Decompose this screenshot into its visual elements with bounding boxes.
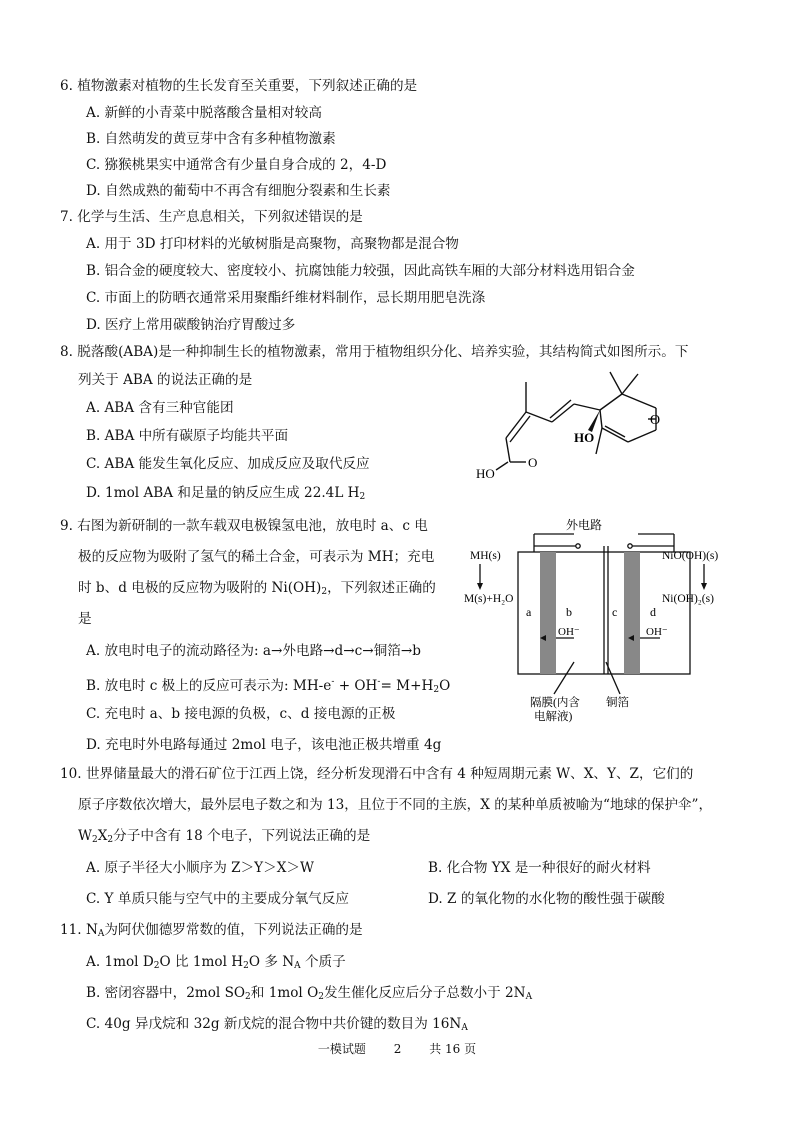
q9-option-a: A. 放电时电子的流动路径为: a→外电路→d→c→铜箔→b (86, 643, 421, 659)
q6-option-a: A. 新鲜的小青菜中脱落酸含量相对较高 (86, 105, 322, 121)
hydroxyl-label: HO (574, 430, 595, 445)
acid-oxygen-label: O (528, 455, 538, 470)
q6-option-d: D. 自然成熟的葡萄中不再含有细胞分裂素和生长素 (86, 183, 391, 199)
page-total: 共 16 页 (429, 1042, 477, 1056)
electrode-d-label: d (650, 605, 656, 619)
page-number: 2 (393, 1042, 402, 1056)
nio-oh-label: NiO(OH)(s) (662, 550, 719, 562)
q10-stem-line2: 原子序数依次增大，最外层电子数之和为 13，且位于不同的主族，X 的某种单质被喻为“地球的保护伞”， (78, 797, 713, 813)
page-footer (0, 1040, 794, 1057)
q7-stem: 7. 化学与生活、生产息息相关，下列叙述错误的是 (60, 209, 363, 225)
q7-option-c: C. 市面上的防晒衣通常采用聚酯纤维材料制作，忌长期用肥皂洗涤 (86, 290, 486, 306)
external-circuit-label: 外电路 (566, 518, 603, 532)
q8-stem-line2: 列关于 ABA 的说法正确的是 (78, 372, 253, 388)
q9-stem-line4: 是 (78, 611, 92, 627)
electrode-a-label: a (526, 605, 532, 619)
q8-option-b: B. ABA 中所有碳原子均能共平面 (86, 428, 289, 444)
q9-option-c: C. 充电时 a、b 接电源的负极，c、d 接电源的正极 (86, 706, 396, 722)
q8-option-a: A. ABA 含有三种官能团 (86, 400, 234, 416)
q7-option-b: B. 铝合金的硬度较大、密度较小、抗腐蚀能力较强，因此高铁车厢的大部分材料选用铝合金 (86, 263, 635, 279)
electrode-c-label: c (612, 605, 618, 619)
q10-option-b: B. 化合物 YX 是一种很好的耐火材料 (428, 860, 651, 876)
q8-option-c: C. ABA 能发生氧化反应、加成反应及取代反应 (86, 456, 370, 472)
q10-option-a: A. 原子半径大小顺序为 Z＞Y＞X＞W (86, 860, 314, 876)
q7-option-a: A. 用于 3D 打印材料的光敏树脂是高聚物，高聚物都是混合物 (86, 236, 459, 252)
electrode-b-strip (540, 552, 556, 674)
battery-diagram (464, 512, 740, 732)
exam-name: 一模试题 (317, 1042, 366, 1056)
q9-stem-line1: 9. 右图为新研制的一款车载双电极镍氢电池，放电时 a、c 电 (60, 518, 428, 534)
separator-label-line1: 隔膜(内含 (530, 697, 580, 709)
ni-oh2-label: Ni(OH)₂(s) (662, 593, 714, 605)
separator-label-line2: 电解液) (534, 711, 573, 723)
q11-stem: 11. $N_A$为阿伏伽德罗常数的值，下列说法正确的是 (60, 922, 363, 939)
q6-option-c: C. 猕猴桃果实中通常含有少量自身合成的 2，4-D (86, 157, 387, 173)
q9-stem-line3: 时 b、d 电极的反应物为吸附的 $Ni(OH)_2$，下列叙述正确的 (78, 580, 436, 597)
q11-option-c: C. 40g 异戊烷和 32g 新戊烷的混合物中共价键的数目为 $16N_A$ (86, 1016, 468, 1033)
copper-foil-label: 铜箔 (606, 697, 629, 709)
hydroxide-label-left: OH⁻ (558, 626, 580, 638)
q7-option-d: D. 医疗上常用碳酸钠治疗胃酸过多 (86, 317, 296, 333)
electrode-d-strip (624, 552, 640, 674)
q10-option-d: D. Z 的氧化物的水化物的酸性强于碳酸 (428, 891, 665, 907)
q6-option-b: B. 自然萌发的黄豆芽中含有多种植物激素 (86, 131, 336, 147)
m-h2o-label: M(s)+H₂O (464, 593, 514, 605)
q10-stem-line3: $W_2X_2$分子中含有 18 个电子，下列说法正确的是 (78, 828, 371, 845)
q9-option-b: B. 放电时 c 极上的反应可表示为: $MH-e^- + OH^-= M+H_2O$ (86, 677, 451, 695)
q10-option-c: C. Y 单质只能与空气中的主要成分氧气反应 (86, 891, 349, 907)
q9-option-d: D. 充电时外电路每通过 2mol 电子，该电池正极共增重 4g (86, 737, 442, 753)
q8-option-d: D. 1mol ABA 和足量的钠反应生成 22.4L $H_2$ (86, 485, 366, 502)
q6-stem: 6. 植物激素对植物的生长发育至关重要，下列叙述正确的是 (60, 78, 418, 94)
mh-label: MH(s) (470, 550, 501, 562)
q10-stem-line1: 10. 世界储量最大的滑石矿位于江西上饶，经分析发现滑石中含有 4 种短周期元素 W、X、Y、Z，它们的 (60, 766, 694, 782)
hydroxide-label-right: OH⁻ (646, 626, 668, 638)
electrode-b-label: b (566, 605, 572, 619)
q8-stem-line1: 8. 脱落酸(ABA)是一种抑制生长的植物激素，常用于植物组织分化、培养实验，其结构简式如图所示。下 (60, 344, 689, 360)
acid-hydroxyl-label: HO (476, 466, 495, 481)
q9-stem-line2: 极的反应物为吸附了氢气的稀土合金，可表示为 MH；充电 (78, 549, 435, 565)
carbonyl-oxygen-label: O (650, 413, 661, 428)
aba-structure-diagram (470, 358, 690, 488)
q11-option-a: A. 1mol $D_2O$ 比 1mol $H_2O$ 多 $N_A$ 个质子 (86, 954, 346, 971)
q11-option-b: B. 密闭容器中，2mol $SO_2$和 1mol $O_2$发生催化反应后分子总数小于 $2N_A$ (86, 985, 533, 1002)
